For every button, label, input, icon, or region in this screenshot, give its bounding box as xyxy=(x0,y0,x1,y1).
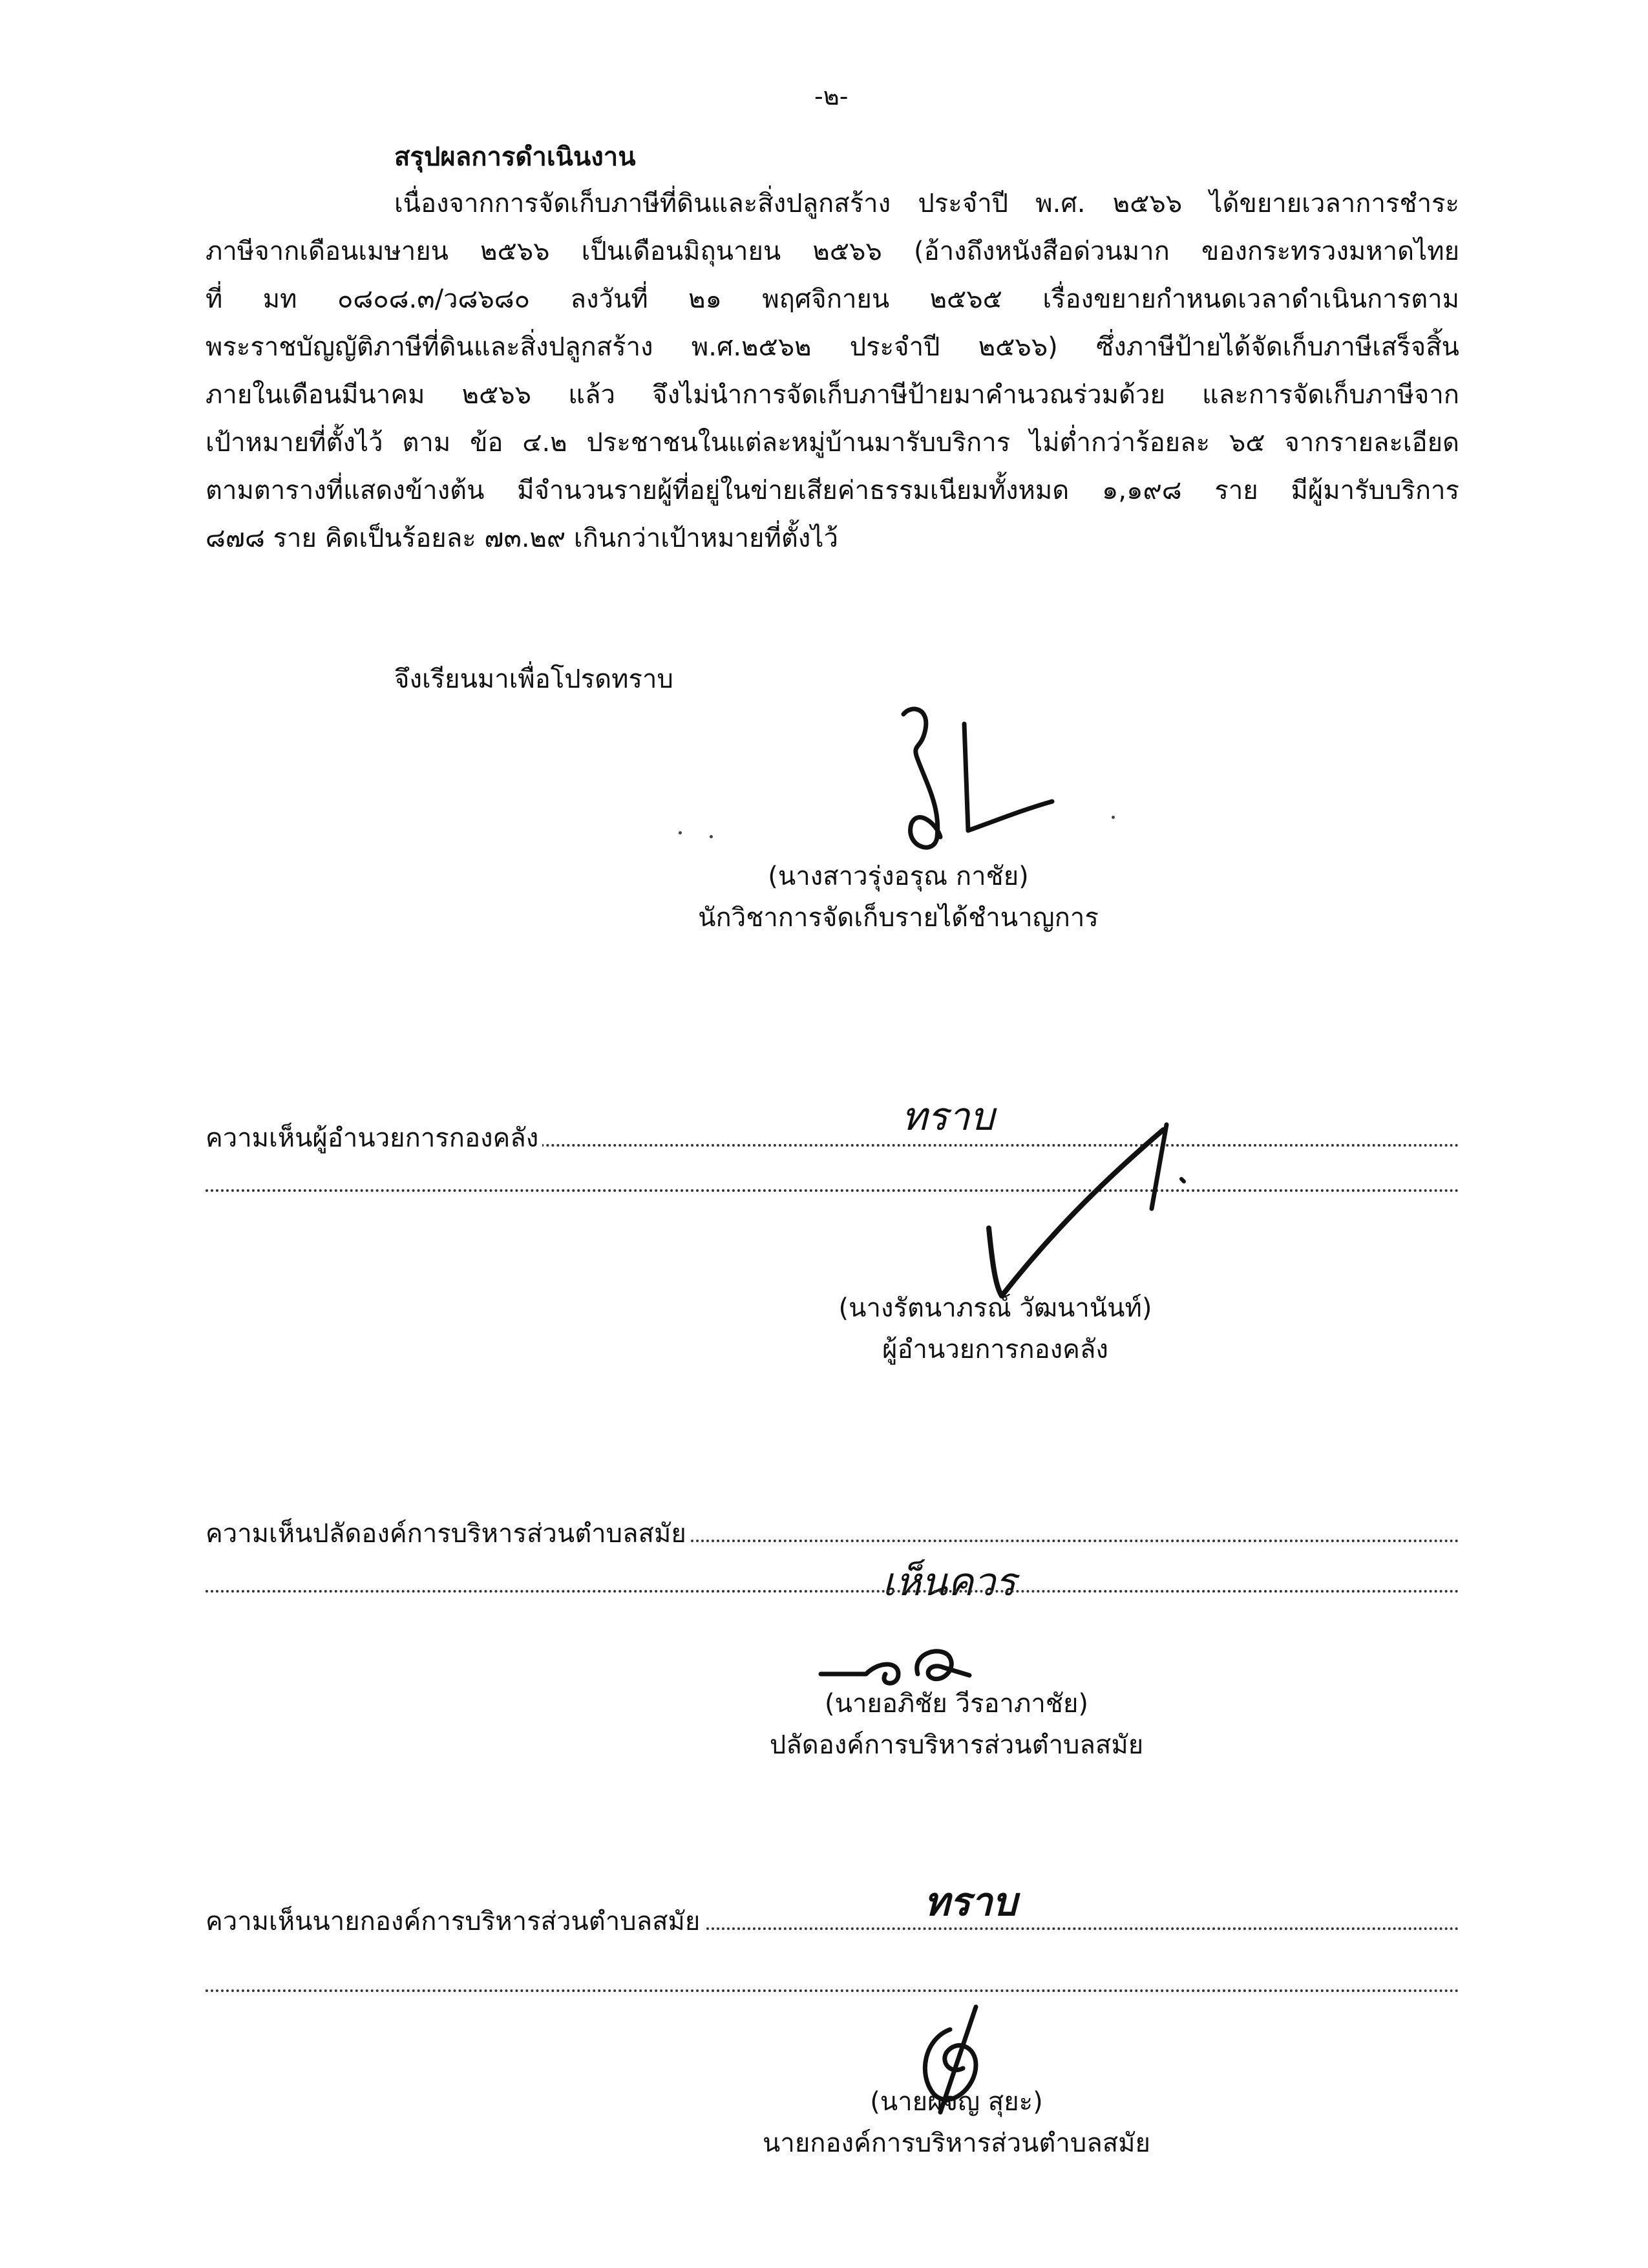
summary-heading: สรุปผลการดำเนินงาน xyxy=(394,142,636,172)
finance-signature-block xyxy=(763,1288,1228,1370)
mayor-opinion-row xyxy=(206,1900,1459,1942)
finance-director-position: ผู้อำนวยการกองคลัง xyxy=(882,1335,1108,1364)
clerk-position: ปลัดองค์การบริหารส่วนตำบลสมัย xyxy=(769,1730,1144,1760)
clerk-opinion-label: ความเห็นปลัดองค์การบริหารส่วนตำบลสมัย xyxy=(206,1512,690,1554)
summary-line: เป้าหมายที่ตั้งไว้ ตาม ข้อ ๔.๒ ประชาชนในแต่ละหมู่บ้านมารับบริการ ไม่ต่ำกว่าร้อยละ ๖๕ จากรายละเอียด xyxy=(206,428,1459,458)
summary-line: ๘๗๘ ราย คิดเป็นร้อยละ ๗๓.๒๙ เกินกว่าเป้าหมายที่ตั้งไว้ xyxy=(206,524,838,553)
summary-line: ภายในเดือนมีนาคม ๒๕๖๖ แล้ว จึงไม่นำการจัดเก็บภาษีป้ายมาคำนวณร่วมด้วย และการจัดเก็บภาษีจาก xyxy=(206,380,1459,410)
clerk-signature-block xyxy=(711,1683,1202,1766)
summary-line: เนื่องจากการจัดเก็บภาษีที่ดินและสิ่งปลูกสร้าง ประจำปี พ.ศ. ๒๕๖๖ ได้ขยายเวลาการชำระ xyxy=(394,189,1459,218)
finance-director-signature xyxy=(976,1112,1196,1306)
finance-handwritten-note: ทราบ xyxy=(902,1094,995,1139)
page-number: -๒- xyxy=(814,82,849,111)
officer-signature xyxy=(892,698,1112,860)
clerk-handwritten-note: เห็นควร xyxy=(882,1560,1017,1605)
summary-line: ตามตารางที่แสดงข้างต้น มีจำนวนรายผู้ที่อยู่ในข่ายเสียค่าธรรมเนียมทั้งหมด ๑,๑๙๘ ราย มีผู้มารับบริการ xyxy=(206,476,1459,505)
closing-text: จึงเรียนมาเพื่อโปรดทราบ xyxy=(394,664,673,694)
finance-director-name: (นางรัตนาภรณ์ วัฒนานันท์) xyxy=(838,1293,1152,1323)
officer-position: นักวิชาการจัดเก็บรายได้ชำนาญการ xyxy=(698,903,1099,933)
officer-signature-block xyxy=(666,856,1131,938)
finance-opinion-row xyxy=(206,1117,1459,1158)
mayor-position: นายกองค์การบริหารส่วนตำบลสมัย xyxy=(763,2128,1150,2158)
summary-line: ที่ มท ๐๘๐๘.๓/ว๘๖๘๐ ลงวันที่ ๒๑ พฤศจิกายน ๒๕๖๕ เรื่องขยายกำหนดเวลาดำเนินการตาม xyxy=(206,284,1459,314)
mayor-handwritten-note: ทราบ xyxy=(924,1880,1017,1925)
mayor-opinion-label: ความเห็นนายกองค์การบริหารส่วนตำบลสมัย xyxy=(206,1900,704,1942)
clerk-name: (นายอภิชัย วีรอาภาชัย) xyxy=(825,1689,1088,1719)
officer-name: (นางสาวรุ่งอรุณ กาชัย) xyxy=(768,862,1029,891)
mayor-name: (นายผจญ สุยะ) xyxy=(870,2087,1043,2117)
summary-paragraph xyxy=(206,180,1459,562)
summary-line: พระราชบัญญัติภาษีที่ดินและสิ่งปลูกสร้าง พ.ศ.๒๕๖๒ ประจำปี ๒๕๖๖) ซึ่งภาษีป้ายได้จัดเก็บภาษีเสร็จสิ้น xyxy=(206,332,1459,362)
summary-line: ภาษีจากเดือนเมษายน ๒๕๖๖ เป็นเดือนมิถุนายน ๒๕๖๖ (อ้างถึงหนังสือด่วนมาก ของกระทรวงมหาดไทย xyxy=(206,237,1459,266)
finance-opinion-label: ความเห็นผู้อำนวยการกองคลัง xyxy=(206,1117,542,1158)
mayor-signature-block xyxy=(711,2081,1202,2164)
clerk-opinion-row xyxy=(206,1512,1459,1554)
